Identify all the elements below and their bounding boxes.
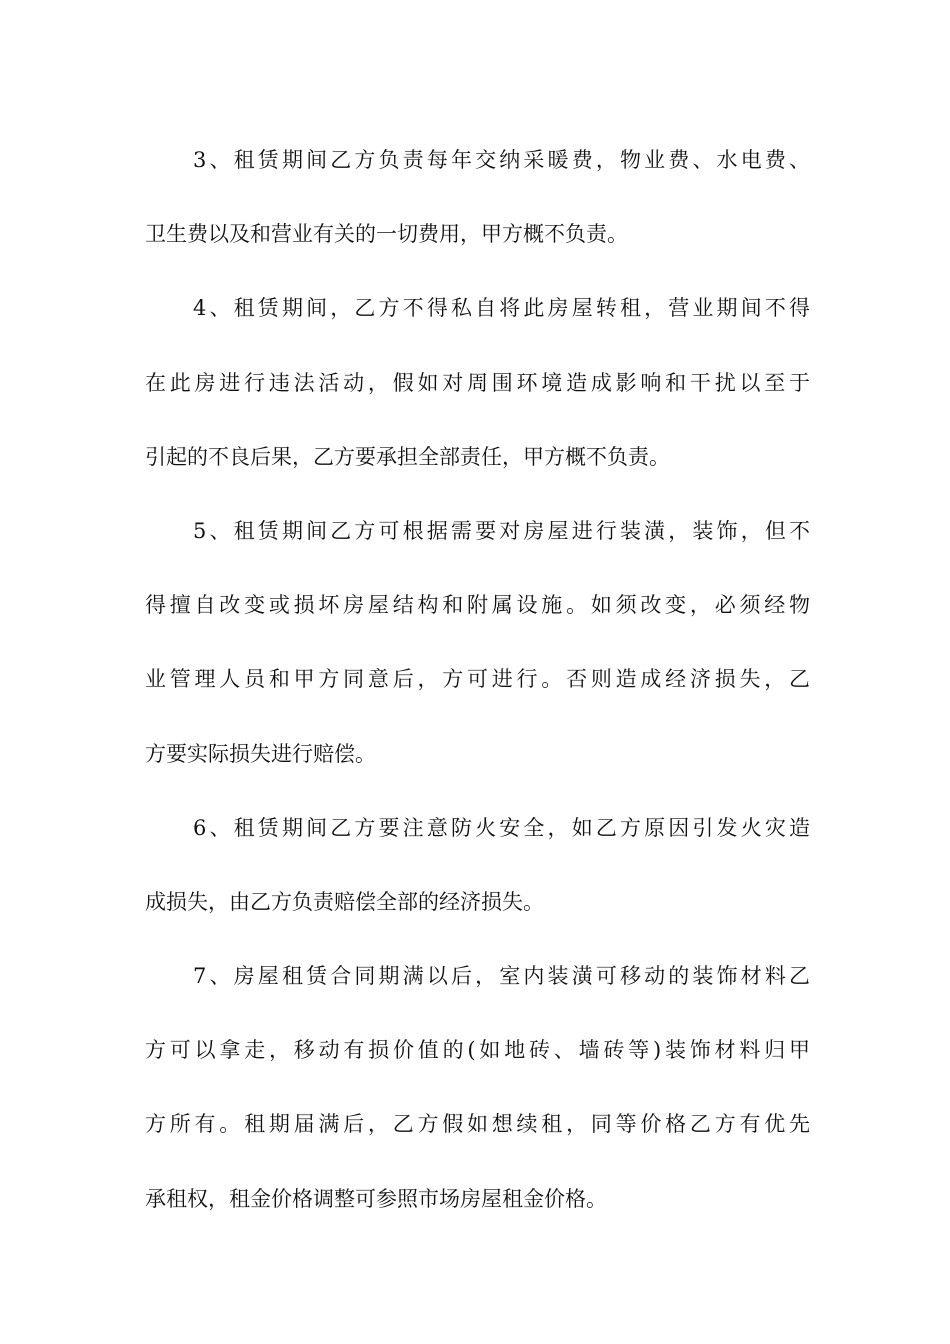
clause-3-line-2: 卫生费以及和营业有关的一切费用，甲方概不负责。	[145, 222, 628, 247]
clause-7-line-2: 方可以拿走，移动有损价值的(如地砖、墙砖等)装饰材料归甲	[145, 1038, 810, 1063]
clause-4-line-1: 4、租赁期间，乙方不得私自将此房屋转租，营业期间不得	[193, 296, 810, 321]
clause-6-line-2: 成损失，由乙方负责赔偿全部的经济损失。	[145, 889, 544, 914]
clause-6	[145, 791, 810, 939]
clause-4-line-2: 在此房进行违法活动，假如对周围环境造成影响和干扰以至于	[145, 370, 810, 395]
clause-7	[145, 939, 810, 1236]
clause-3-line-1: 3、租赁期间乙方负责每年交纳采暖费，物业费、水电费、	[193, 148, 810, 172]
clause-4-line-3: 引起的不良后果，乙方要承担全部责任，甲方概不负责。	[145, 444, 670, 469]
clause-7-line-4: 承租权，租金价格调整可参照市场房屋租金价格。	[145, 1186, 607, 1211]
clause-7-line-3: 方所有。租期届满后，乙方假如想续租，同等价格乙方有优先	[145, 1112, 810, 1137]
document-body	[145, 123, 810, 1236]
clause-5-line-2: 得擅自改变或损坏房屋结构和附属设施。如须改变，必须经物	[145, 593, 810, 618]
clause-7-line-1: 7、房屋租赁合同期满以后，室内装潢可移动的装饰材料乙	[193, 964, 810, 989]
clause-5-line-1: 5、租赁期间乙方可根据需要对房屋进行装潢，装饰，但不	[193, 518, 810, 543]
clause-4	[145, 271, 810, 494]
clause-5-line-4: 方要实际损失进行赔偿。	[145, 741, 376, 766]
clause-5-line-3: 业管理人员和甲方同意后，方可进行。否则造成经济损失，乙	[145, 667, 810, 692]
clause-3	[145, 123, 810, 271]
clause-6-line-1: 6、租赁期间乙方要注意防火安全，如乙方原因引发火灾造	[193, 815, 810, 840]
clause-5	[145, 494, 810, 791]
